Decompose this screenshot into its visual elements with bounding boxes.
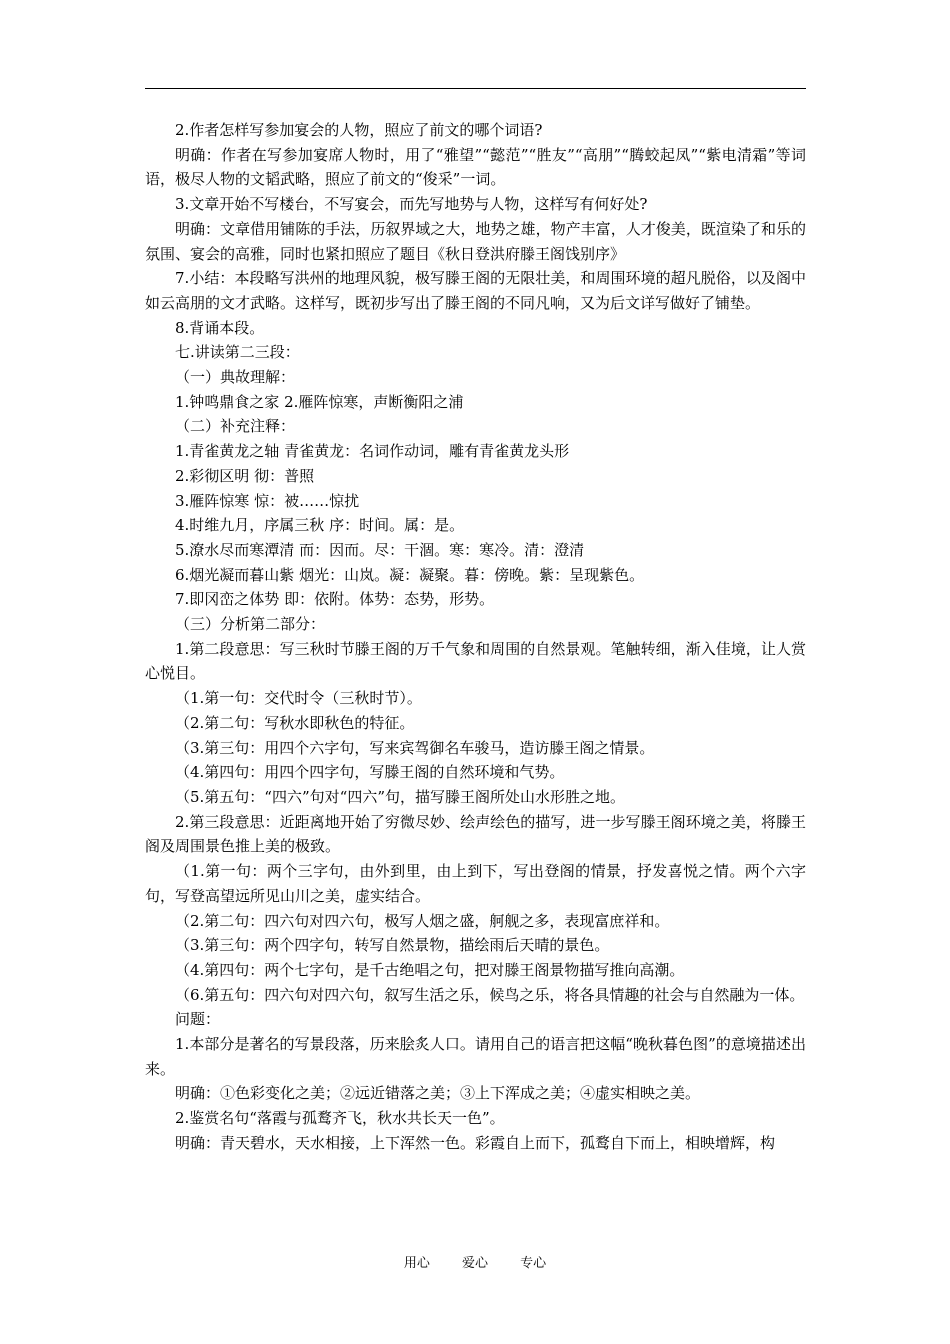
subsection-heading: （二）补充注释：: [175, 417, 296, 436]
list-item: （1.第一句：两个三字句，由外到里，由上到下，写出登阁的情景，抒发喜悦之情。两个六字句，写登高望远所见山川之美，虚实结合。: [145, 862, 806, 905]
list-item: （5.第五句：“四六”句对“四六”句，描写滕王阁所处山水形胜之地。: [175, 787, 625, 806]
paragraph: 2.鉴赏名句“落霞与孤鹜齐飞，秋水共长天一色”。: [175, 1109, 505, 1128]
header-rule: [145, 88, 806, 89]
list-item: （4.第四句：用四个四字句，写滕王阁的自然环境和气势。: [175, 763, 565, 782]
document-body: [145, 118, 806, 1156]
paragraph: 2.第三段意思：近距离地开始了穷微尽妙、绘声绘色的描写，进一步写滕王阁环境之美，将滕王阁及周围景色推上美的极致。: [145, 812, 806, 856]
list-item: （3.第三句：用四个六字句，写来宾驾御名车骏马，造访滕王阁之情景。: [175, 738, 655, 757]
footer-text: 用心: [403, 1256, 430, 1271]
paragraph: 明确：作者在写参加宴席人物时，用了“雅望”“懿范”“胜友”“高朋”“腾蛟起凤”“紫电清霜”等词语，极尽人物的文韬武略，照应了前文的“俊采”一词。: [145, 145, 806, 189]
list-item: （1.第一句：交代时令（三秋时节）。: [175, 689, 422, 708]
annotation-item: 5.潦水尽而寒潭清 而：因而。尽：干涸。寒：寒冷。清：澄清: [175, 540, 585, 559]
paragraph: 明确：文章借用铺陈的手法，历叙界域之大，地势之雄，物产丰富，人才俊美，既渲染了和乐的氛围、宴会的高雅，同时也紧扣照应了题目《秋日登洪府滕王阁饯别序》: [145, 219, 806, 263]
annotation-item: 6.烟光凝而暮山紫 烟光：山岚。凝：凝聚。暮：傍晚。紫：呈现紫色。: [175, 565, 645, 584]
footer-text: 专心: [520, 1256, 547, 1271]
subsection-heading: （一）典故理解：: [175, 368, 296, 387]
annotation-item: 4.时维九月，序属三秋 序：时间。属：是。: [175, 516, 465, 535]
paragraph: 8.背诵本段。: [175, 318, 265, 337]
paragraph: 1.钟鸣鼎食之家 2.雁阵惊寒，声断衡阳之浦: [175, 392, 464, 411]
paragraph: 1.本部分是著名的写景段落，历来脍炙人口。请用自己的语言把这幅“晚秋暮色图”的意境描述出来。: [145, 1035, 806, 1078]
list-item: （6.第五句：四六句对四六句，叙写生活之乐，候鸟之乐，将各具情趣的社会与自然融为一体。: [175, 985, 805, 1004]
paragraph: 明确：青天碧水，天水相接，上下浑然一色。彩霞自上而下，孤鹜自下而上，相映增辉，构: [175, 1133, 776, 1152]
annotation-item: 2.彩彻区明 彻：普照: [175, 466, 315, 485]
list-item: （2.第二句：写秋水即秋色的特征。: [175, 713, 415, 732]
paragraph: 3.文章开始不写楼台，不写宴会，而先写地势与人物，这样写有何好处?: [175, 195, 648, 214]
paragraph: 问题：: [175, 1010, 221, 1029]
annotation-item: 7.即冈峦之体势 即：依附。体势：态势，形势。: [175, 590, 495, 609]
subsection-heading: （三）分析第二部分：: [175, 615, 326, 634]
footer-text: 爱心: [461, 1256, 488, 1271]
list-item: （2.第二句：四六句对四六句，极写人烟之盛，舸舰之多，表现富庶祥和。: [175, 911, 670, 930]
paragraph: 7.小结：本段略写洪州的地理风貌，极写滕王阁的无限壮美，和周围环境的超凡脱俗，以及阁中如云高朋的文才武略。这样写，既初步写出了滕王阁的不同凡响，又为后文详写做好了铺垫。: [145, 269, 806, 312]
paragraph: 1.第二段意思：写三秋时节滕王阁的万千气象和周围的自然景观。笔触转细，渐入佳境，让人赏心悦目。: [145, 639, 806, 683]
list-item: （4.第四句：两个七字句，是千古绝唱之句，把对滕王阁景物描写推向高潮。: [175, 960, 685, 979]
annotation-item: 1.青雀黄龙之轴 青雀黄龙：名词作动词，雕有青雀黄龙头形: [175, 442, 570, 461]
paragraph: 2.作者怎样写参加宴会的人物，照应了前文的哪个词语?: [175, 121, 543, 139]
page-footer: [0, 1252, 950, 1271]
section-heading: 七.讲读第二三段：: [175, 343, 300, 362]
list-item: （3.第三句：两个四字句，转写自然景物，描绘雨后天晴的景色。: [175, 936, 610, 955]
annotation-item: 3.雁阵惊寒 惊：被……惊扰: [175, 491, 360, 510]
paragraph: 明确：①色彩变化之美；②远近错落之美；③上下浑成之美；④虚实相映之美。: [175, 1084, 701, 1103]
